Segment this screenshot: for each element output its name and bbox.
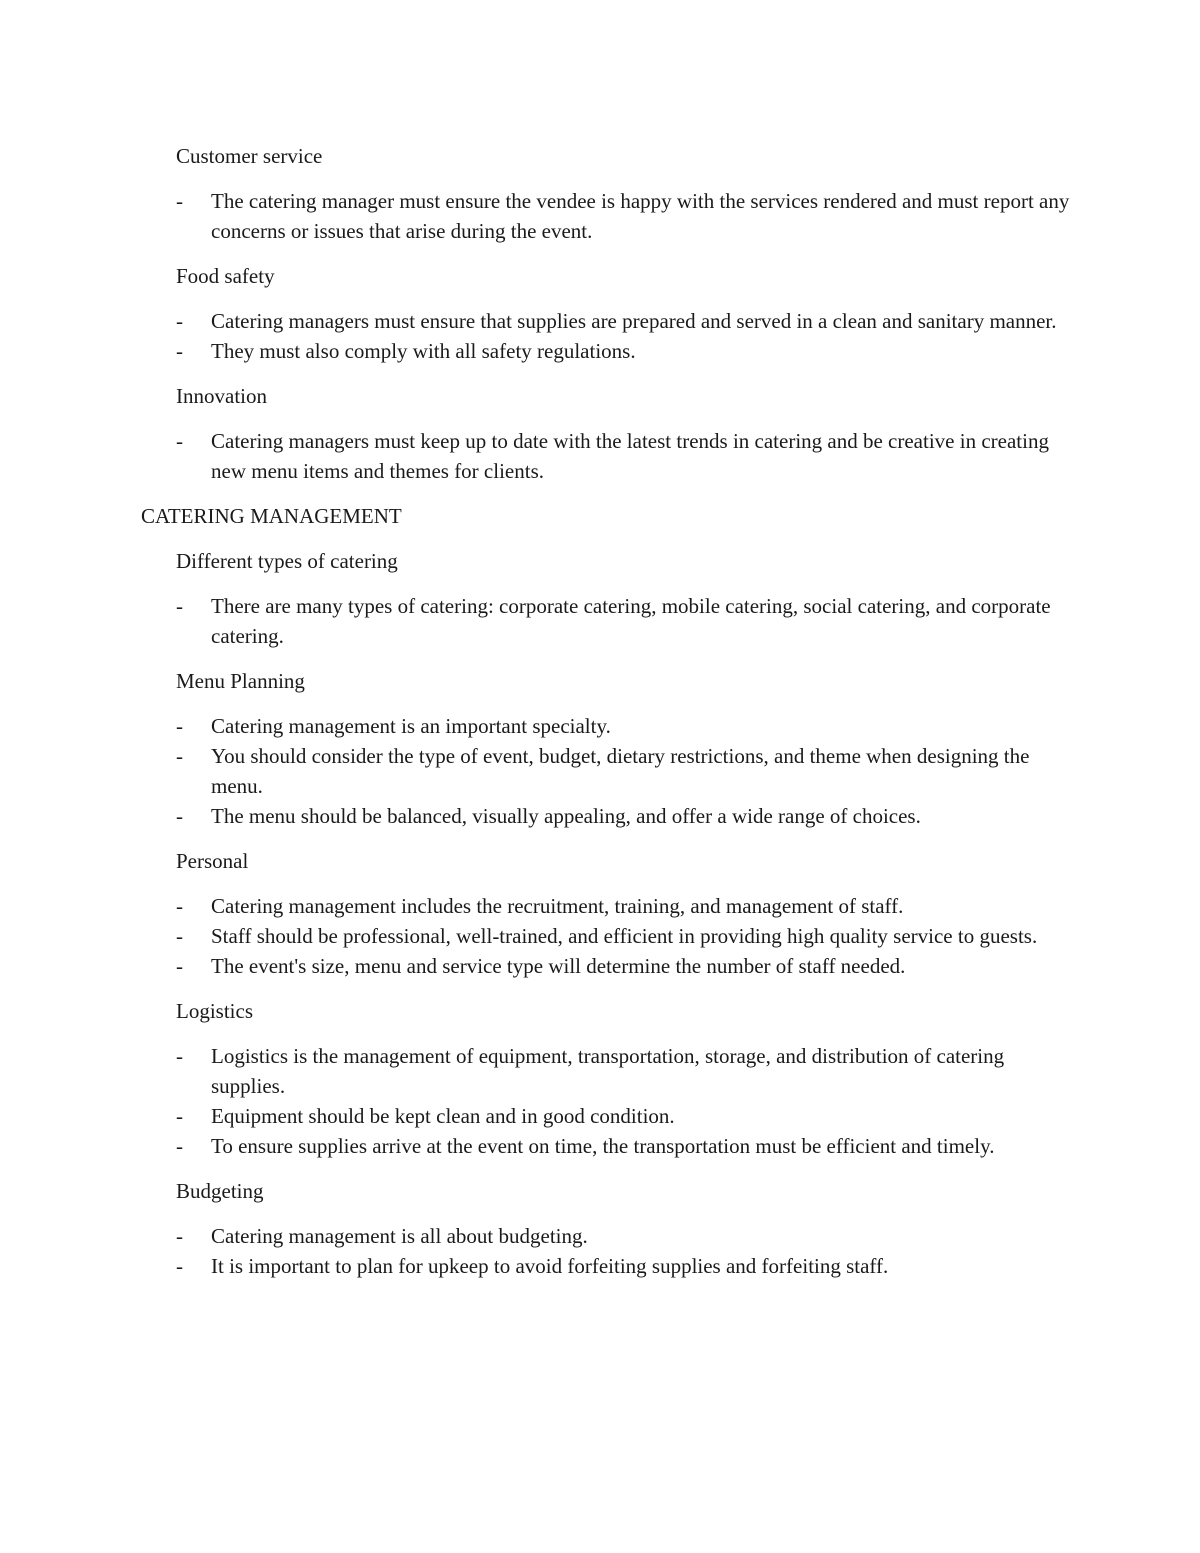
bullet-item <box>176 1251 1076 1281</box>
bullet-item <box>176 186 1076 246</box>
bullet-item <box>176 306 1076 336</box>
bullet-list <box>176 591 1076 651</box>
bullet-text: Staff should be professional, well-trained, and efficient in providing high quality service to guests. <box>211 924 1038 948</box>
bullet-text: Equipment should be kept clean and in good condition. <box>211 1104 675 1128</box>
bullet-text: There are many types of catering: corporate catering, mobile catering, social catering, and corporate catering. <box>211 594 1051 648</box>
bullet-item <box>176 336 1076 366</box>
bullet-text: It is important to plan for upkeep to avoid forfeiting supplies and forfeiting staff. <box>211 1254 889 1278</box>
main-heading: CATERING MANAGEMENT <box>141 504 402 528</box>
section-heading: Logistics <box>176 999 253 1023</box>
section-heading: Customer service <box>176 144 323 168</box>
bullet-text: Catering management is an important specialty. <box>211 714 611 738</box>
section-heading: Personal <box>176 849 249 873</box>
bullet-dash: - <box>176 1254 183 1278</box>
bullet-item <box>176 1221 1076 1251</box>
bullet-item <box>176 801 1076 831</box>
bullet-dash: - <box>176 1104 183 1128</box>
bullet-dash: - <box>176 1134 183 1158</box>
bullet-item <box>176 741 1076 801</box>
bullet-dash: - <box>176 309 183 333</box>
bullet-item <box>176 921 1076 951</box>
bullet-text: You should consider the type of event, budget, dietary restrictions, and theme when designing the menu. <box>211 744 1030 798</box>
bullet-text: To ensure supplies arrive at the event on time, the transportation must be efficient and timely. <box>211 1134 995 1158</box>
bullet-item <box>176 1041 1076 1101</box>
bullet-item <box>176 1101 1076 1131</box>
bullet-dash: - <box>176 894 183 918</box>
bullet-item <box>176 891 1076 921</box>
section-heading: Innovation <box>176 384 267 408</box>
bullet-dash: - <box>176 339 183 363</box>
bullet-dash: - <box>176 189 183 213</box>
bullet-dash: - <box>176 744 183 768</box>
section-heading: Budgeting <box>176 1179 264 1203</box>
document-body <box>141 141 1076 1296</box>
bullet-list <box>176 186 1076 246</box>
bullet-dash: - <box>176 924 183 948</box>
bullet-text: Logistics is the management of equipment, transportation, storage, and distribution of catering supplies. <box>211 1044 1005 1098</box>
bullet-dash: - <box>176 1224 183 1248</box>
bullet-item <box>176 591 1076 651</box>
bullet-text: The event's size, menu and service type will determine the number of staff needed. <box>211 954 906 978</box>
bullet-text: Catering management is all about budgeting. <box>211 1224 588 1248</box>
section-heading: Different types of catering <box>176 549 398 573</box>
bullet-dash: - <box>176 804 183 828</box>
bullet-text: They must also comply with all safety regulations. <box>211 339 636 363</box>
bullet-dash: - <box>176 1044 183 1068</box>
bullet-text: Catering management includes the recruitment, training, and management of staff. <box>211 894 904 918</box>
bullet-item <box>176 1131 1076 1161</box>
bullet-list <box>176 711 1076 831</box>
bullet-dash: - <box>176 594 183 618</box>
bullet-list <box>176 426 1076 486</box>
bullet-item <box>176 711 1076 741</box>
bullet-text: The menu should be balanced, visually appealing, and offer a wide range of choices. <box>211 804 921 828</box>
bullet-text: Catering managers must keep up to date with the latest trends in catering and be creative in creating new menu items and themes for clients. <box>211 429 1049 483</box>
bullet-item <box>176 426 1076 486</box>
bullet-list <box>176 891 1076 981</box>
bullet-dash: - <box>176 714 183 738</box>
bullet-list <box>176 306 1076 366</box>
section-heading: Food safety <box>176 264 275 288</box>
bullet-text: Catering managers must ensure that supplies are prepared and served in a clean and sanitary manner. <box>211 309 1057 333</box>
bullet-list <box>176 1221 1076 1281</box>
bullet-text: The catering manager must ensure the vendee is happy with the services rendered and must report any concerns or issues that arise during the event. <box>211 189 1070 243</box>
bullet-item <box>176 951 1076 981</box>
bullet-list <box>176 1041 1076 1161</box>
section-heading: Menu Planning <box>176 669 305 693</box>
bullet-dash: - <box>176 954 183 978</box>
bullet-dash: - <box>176 429 183 453</box>
